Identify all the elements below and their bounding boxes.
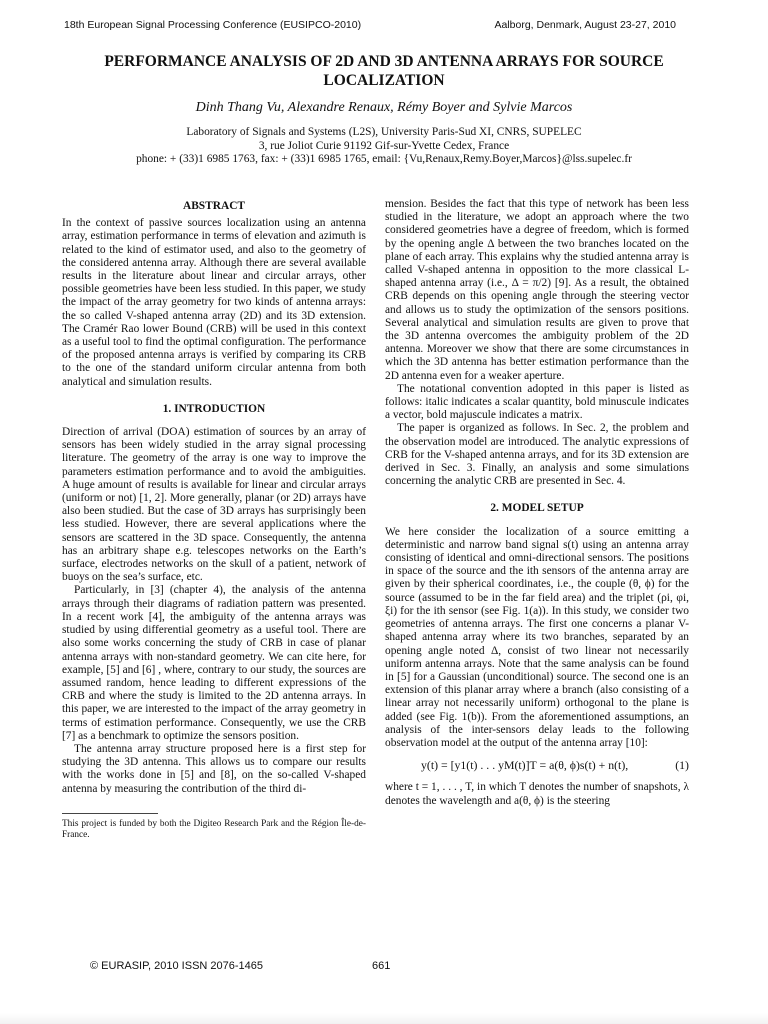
footnote: This project is funded by both the Digiteo Research Park and the Région Île-de-France. [62, 818, 366, 840]
equation-1 [385, 759, 689, 772]
running-header-right: Aalborg, Denmark, August 23-27, 2010 [494, 19, 676, 31]
equation-body: y(t) = [y1(t) . . . yM(t)]T = a(θ, ϕ)s(t) + n(t), [421, 758, 629, 773]
right-column [385, 198, 689, 808]
affiliation-line: 3, rue Joliot Curie 91192 Gif-sur-Yvette Cedex, France [258, 139, 510, 152]
intro-paragraph: The paper is organized as follows. In Sec. 2, the problem and the observation model are introduced. The analytic expressions of CRB for the V-shaped antenna arrays, and for its 3D extension are derived in Sec. 3. Finally, an analysis and some simulations concerning the analytic CRB are presented in Sec. 4. [385, 422, 689, 488]
intro-paragraph: mension. Besides the fact that this type of network has been less studied in the literature, we adopt an approach where the two considered geometries have a degree of freedom, which is formed by the opening angle Δ between the two branches located on the plane of each array. This explains why the studied antenna array is called V-shaped antenna in opposition to the more classical L-shaped antenna array (i.e., Δ = π/2) [9]. As a result, the obtained CRB depends on this opening angle through the steering vector and allows us to study the optimization of the sensors positions. Several analytical and simulation results are given to prove that the 3D antenna overcomes the ambiguity problem of the 2D antenna. Moreover we show that there are some circumstances in which the 3D antenna has better estimation performance than the 2D antenna even for a weaker aperture. [385, 198, 689, 382]
intro-paragraph: Particularly, in [3] (chapter 4), the analysis of the antenna arrays through their diagrams of radiation pattern was presented. In a recent work [4], the ambiguity of the antenna arrays was studied by using differential geometry as a useful tool. There are also some works concerning the study of CRB in case of planar antenna arrays with non-standard geometry. We can cite here, for example, [5] and [6] , where, contrary to our study, the sources are assumed random, hence leading to different expressions of the CRB and where the study is limited to the 2D antenna arrays. In this paper, we are interested to the impact of the array geometry in terms of estimation performance. Consequently, we use the CRB [7] as a benchmark to optimize the sensors position. [62, 584, 366, 742]
page-number: 661 [372, 960, 391, 972]
intro-paragraph: Direction of arrival (DOA) estimation of sources by an array of sensors has been widely studied in the array signal processing literature. The geometry of the array is one way to improve the parameters estimation performance and to avoid the ambiguities. A huge amount of results is available for linear and circular arrays (uniform or not) [1, 2]. More generally, planar (or 2D) arrays have also been studied. But the case of 3D arrays has surprisingly been less studied. However, there are several applications where the sensors are scattered in the 3D space. Consequently, the antenna has an arbitrary shape e.g. telescopes networks on the Earth’s surface, electrodes networks on the skull of a patient, network of buoys on the sea’s surface, etc. [62, 426, 366, 584]
introduction-heading: 1. INTRODUCTION [162, 402, 266, 415]
affiliation-line: Laboratory of Signals and Systems (L2S), University Paris-Sud XI, CNRS, SUPELEC [186, 126, 582, 138]
model-paragraph: We here consider the localization of a source emitting a deterministic and narrow band signal s(t) using an antenna array consisting of identical and omni-directional sensors. The positions in space of the source and the ith sensors of the antenna array are given by their spherical coordinates, i.e., the couple (θ, ϕ) for the source (assumed to be in the far field area) and the triplet (ρi, φi, ξi) for the ith sensor (see Fig. 1(a)). In this study, we consider two geometries of antenna arrays. The first one concerns a planar V-shaped antenna array where its two branches, separated by an opening angle noted Δ, consist of two linear not necessarily uniform antenna arrays. Note that the same analysis can be found in [5] for a Gaussian (unconditional) source. The second one is an extension of this planar array where a branch (also consisting of a linear array not necessarily uniform) orthogonal to the plane is added (see Fig. 1(b)). From the aforementioned assumptions, an analysis of the inter-sensors delay leads to the following observation model at the output of the antenna array [10]: [385, 525, 689, 749]
paper-title: PERFORMANCE ANALYSIS OF 2D AND 3D ANTENNA ARRAYS FOR SOURCE LOCALIZATION [104, 53, 664, 89]
left-column [62, 198, 366, 841]
abstract-heading: ABSTRACT [182, 200, 246, 212]
equation-number: (1) [675, 758, 689, 773]
affiliation-block [0, 126, 768, 167]
model-setup-heading: 2. MODEL SETUP [490, 502, 584, 515]
author-list: Dinh Thang Vu, Alexandre Renaux, Rémy Boyer and Sylvie Marcos [195, 100, 573, 115]
intro-paragraph: The notational convention adopted in this paper is listed as follows: italic indicates a scalar quantity, bold minuscule indicates a vector, bold majuscule indicates a matrix. [385, 382, 689, 422]
abstract-text: In the context of passive sources localization using an antenna array, estimation performance in terms of elevation and azimuth is related to the kind of estimator used, and also to the geometry of the considered antenna array. Although there are several available results in the literature about linear and circular arrays, other possible geometries have been less studied. In this paper, we study the impact of the array geometry for two kinds of antenna arrays: the so called V-shaped antenna array (2D) and its 3D extension. The Cramér Rao lower Bound (CRB) will be used in this context as a useful tool to find the optimal configuration. The performance of the proposed antenna arrays is verified by comparing its CRB to the one of the standard uniform circular antenna from both analytical and simulation results. [62, 217, 366, 388]
footnote-rule [62, 813, 158, 814]
next-page-edge [0, 1013, 768, 1024]
copyright-issn: © EURASIP, 2010 ISSN 2076-1465 [90, 960, 264, 972]
running-header-left: 18th European Signal Processing Conference (EUSIPCO-2010) [64, 19, 362, 31]
model-paragraph: where t = 1, . . . , T, in which T denotes the number of snapshots, λ denotes the wavelength and a(θ, ϕ) is the steering [385, 781, 689, 807]
intro-paragraph: The antenna array structure proposed here is a first step for studying the 3D antenna. This allows us to compare our results with the works done in [5] and [8], on the so-called V-shaped antenna by measuring the contribution of the third di- [62, 742, 366, 795]
affiliation-line: phone: + (33)1 6985 1763, fax: + (33)1 6985 1765, email: {Vu,Renaux,Remy.Boyer,Marcos}@lss.supelec.fr [136, 153, 632, 165]
